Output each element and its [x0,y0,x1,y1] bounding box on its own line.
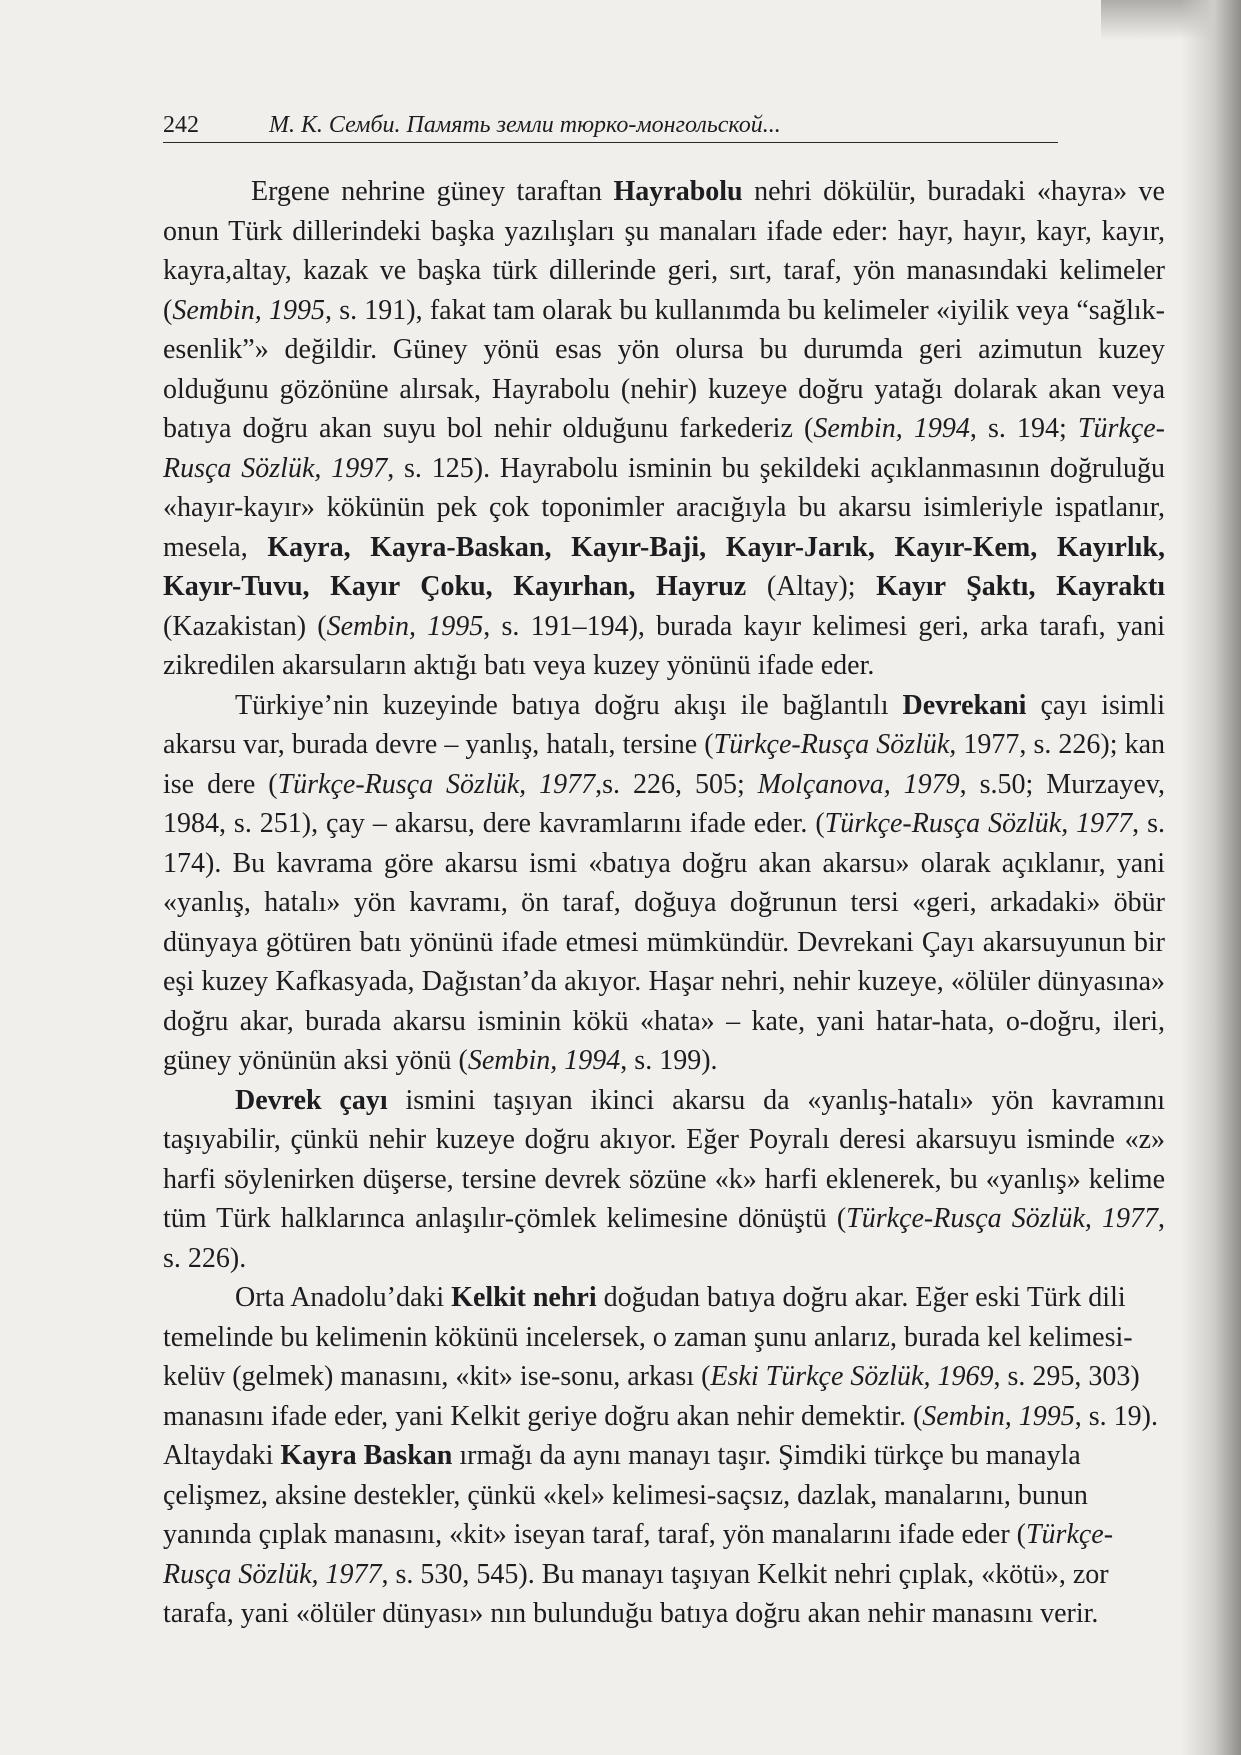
citation: Türkçe-Rusça Sözlük, 1977 [163,1519,1114,1590]
paragraph-devrek-cayi [163,1081,1165,1279]
text-run: , s. 295, 303) manasını ifade eder, yani Kelkit geriye doğru akan nehir demektir. ( [163,1361,1140,1432]
text-run: , s. 191–194), burada kayır kelimesi geri, arka tarafı, yani zikredilen akarsuların aktığı batı veya kuzey yönünü ifade eder. [163,610,1166,681]
citation: Türkçe-Rusça Sözlük, 1977 [277,768,596,800]
text-run: nehri dökülür, buradaki «hayra» ve onun Türk dillerindeki başka yazılışları şu manaları ifade eder: hayr, hayır, kayr, kayır, kayra,altay, kazak ve başka türk dillerinde geri, sırt, taraf, yön manasındaki kelimeler ( [163,176,1165,326]
text-run: , s. 191), fakat tam olarak bu kullanımda bu kelimeler «iyilik veya “sağlık-esenlik”» değildir. Güney yönü esas yön olursa bu durumda geri azimutun kuzey olduğunu gözönüne alırsak, Hayrabolu (nehir) kuzeye doğru yatağı dolarak akan veya batıya doğru akan suyu bol nehir olduğunu farkederiz ( [163,294,1165,444]
text-run: çayı isimli akarsu var, burada devre – yanlış, hatalı, tersine ( [163,689,1165,760]
page-edge-shadow [1181,0,1241,1755]
bold-term: Devrek çayı [235,1084,388,1116]
text-run: , s. 530, 545). Bu manayı taşıyan Kelkit nehri çıplak, «kötü», zor tarafa, yani «ölüler dünyası» nın bulunduğu batıya doğru akan nehir manasını verir. [163,1558,1109,1629]
text-run: , s. 194; [969,413,1078,444]
bold-term: Devrekani [902,689,1027,721]
text-run: (Altay); [746,571,877,602]
text-run: Ergene nehrine güney taraftan [251,176,614,207]
text-run: , s.50; Murzayev, 1984, s. 251), çay – akarsu, dere kavramlarını ifade eder. ( [163,768,1165,839]
text-run: ismini taşıyan ikinci akarsu da «yanlış-hatalı» yön kavramını taşıyabilir, çünkü nehir kuzeye doğru akıyor. Eğer Poyralı deresi akarsuyu isminde «z» harfi söylenirken düşerse, tersine devrek sözüne «k» harfi eklenerek, bu «yanlış» kelime tüm Türk halklarınca anlaşılır-çömlek kelimesine dönüştü ( [163,1084,1165,1234]
page-number: 242 [163,112,199,138]
text-run: , s. 226). [163,1203,1165,1274]
paragraph-kelkit [163,1278,1165,1634]
bold-term: Kayra Baskan [280,1440,453,1471]
citation: Sembin, 1995 [922,1400,1075,1432]
citation: Sembin, 1995 [326,610,484,642]
text-run: (Kazakistan) ( [163,610,327,642]
bold-term: Hayrabolu [613,176,743,207]
citation: Sembin, 1995 [172,294,325,326]
text-run: doğudan batıya doğru akar. Eğer eski Türk dili temelinde bu kelimenin kökünü incelersek, o zaman şunu anlarız, burada kel kelimesi-kelüv (gelmek) manasını, «kit» ise-sonu, arkası ( [163,1282,1133,1392]
text-run: , s. 174). Bu kavrama göre akarsu ismi «batıya doğru akan akarsu» olarak açıklanır, yani «yanlış, hatalı» yön kavramı, ön taraf, doğuya doğrunun tersi «geri, arkadaki» öbür dünyaya götüren batı yönünü ifade etmesi mümkündür. Devrekani Çayı akarsuyunun bir eşi kuzey Kafkasyada, Dağıstan’da akıyor. Haşar nehri, nehir kuzeye, «ölüler dünyasına» doğru akar, burada akarsu isminin kökü «hata» – kate, yani hatar-hata, o-doğru, ileri, güney yönünün aksi yönü ( [163,808,1165,1076]
text-run: ,s. 226, 505; [595,768,758,800]
citation: Molçanova, 1979 [757,768,960,800]
running-title: М. К. Сембu. Память земли тюрко-монгольской... [269,112,781,138]
citation: Sembin, 1994 [813,413,970,444]
bold-term: Kayra, Kayra-Baskan, Kayır-Baji, Kayır-Jarık, Kayır-Kem, Kayırlık, Kayır-Tuvu, Kayır Çoku, Kayırhan, Hayruz [163,531,1165,602]
citation: Türkçe-Rusça Sözlük, [713,729,957,760]
citation: Türkçe-Rusça Sözlük, 1977 [824,808,1133,839]
running-header [163,110,1058,143]
citation: Türkçe-Rusça Sözlük, 1977 [846,1203,1158,1234]
text-run: Orta Anadolu’daki [235,1282,452,1313]
citation: Türkçe-Rusça Sözlük, 1997 [163,413,1165,484]
citation: Eski Türkçe Sözlük, 1969 [710,1361,994,1392]
text-run: , s. 199). [620,1045,718,1076]
bold-term: Kelkit nehri [451,1282,597,1313]
citation: Sembin, 1994 [467,1045,621,1076]
paragraph-hayrabolu [163,172,1165,686]
body-text [163,172,1165,1634]
bold-term: Kayır Şaktı, Kayraktı [876,571,1165,602]
text-run: , s. 19). Altaydaki [163,1400,1158,1471]
paragraph-devrekani [163,686,1165,1081]
text-run: ırmağı da aynı manayı taşır. Şimdiki türkçe bu manayla çelişmez, aksine destekler, çünkü «kel» kelimesi-saçsız, dazlak, manalarını, bunun yanında çıplak manasını, «kit» iseyan taraf, taraf, yön manalarını ifade eder ( [163,1440,1088,1550]
text-run: , s. 125). Hayrabolu isminin bu şekildeki açıklanmasının doğruluğu «hayır-kayır» kökünün pek çok toponimler aracığıyla bu akarsu isimleriyle ispatlanır, mesela, [163,452,1165,563]
text-run: 1977, s. 226); kan ise dere ( [163,729,1165,800]
text-run: Türkiye’nin kuzeyinde batıya doğru akışı ile bağlantılı [235,689,903,721]
